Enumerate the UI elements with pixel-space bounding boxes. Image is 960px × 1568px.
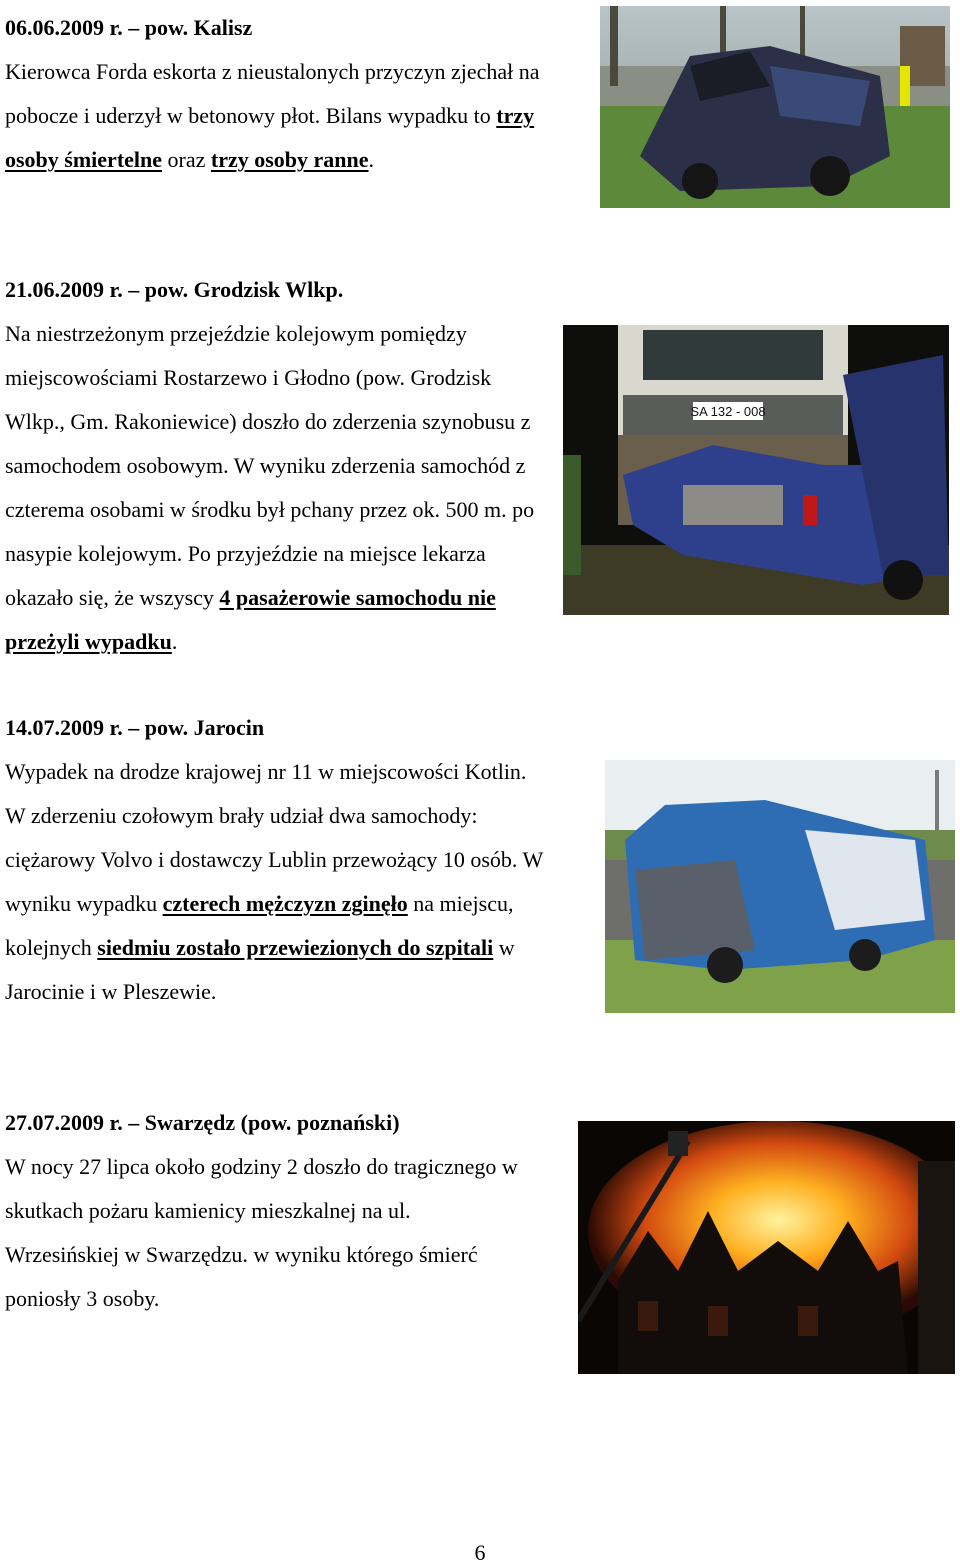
photo-crashed-van: [605, 760, 955, 1013]
entry-heading: 27.07.2009 r. – Swarzędz (pow. poznański): [5, 1110, 400, 1135]
entry-heading: 14.07.2009 r. – pow. Jarocin: [5, 715, 265, 740]
entry-swarzedz: [5, 1101, 550, 1321]
entry-body: W nocy 27 lipca około godziny 2 doszło do tragicznego w skutkach pożaru kamienicy mieszkalnej na ul. Wrzesińskiej w Swarzędzu. w wyniku którego śmierć poniosły 3 osoby.: [5, 1154, 518, 1311]
entry-body: Wypadek na drodze krajowej nr 11 w miejscowości Kotlin. W zderzeniu czołowym brały udział dwa samochody: ciężarowy Volvo i dostawczy Lublin przewożący 10 osób. W wyniku wypadku czterech mężczyzn zginęło na miejscu, kolejnych siedmiu zostało przewiezionych do szpitali w Jarocinie i w Pleszewie.: [5, 759, 543, 1004]
photo-railbus-collision: [563, 325, 949, 615]
page-number: 6: [474, 1540, 486, 1565]
photo-crashed-ford: [600, 6, 950, 208]
entry-jarocin: [5, 706, 550, 1014]
entry-heading: 06.06.2009 r. – pow. Kalisz: [5, 15, 253, 40]
entry-kalisz: [5, 6, 550, 182]
railbus-plate: SA 132 - 008: [690, 404, 766, 419]
photo-tenement-fire: [578, 1121, 955, 1374]
entry-body: Kierowca Forda eskorta z nieustalonych przyczyn zjechał na pobocze i uderzył w betonowy płot. Bilans wypadku to trzy osoby śmiertelne oraz trzy osoby ranne.: [5, 59, 540, 172]
entry-body: Na niestrzeżonym przejeździe kolejowym pomiędzy miejscowościami Rostarzewo i Głodno (pow. Grodzisk Wlkp., Gm. Rakoniewice) doszło do zderzenia szynobusu z samochodem osobowym. W wyniku zderzenia samochód z czterema osobami w środku był pchany przez ok. 500 m. po nasypie kolejowym. Po przyjeździe na miejsce lekarza okazało się, że wszyscy 4 pasażerowie samochodu nie przeżyli wypadku.: [5, 321, 535, 654]
entry-heading: 21.06.2009 r. – pow. Grodzisk Wlkp.: [5, 277, 344, 302]
